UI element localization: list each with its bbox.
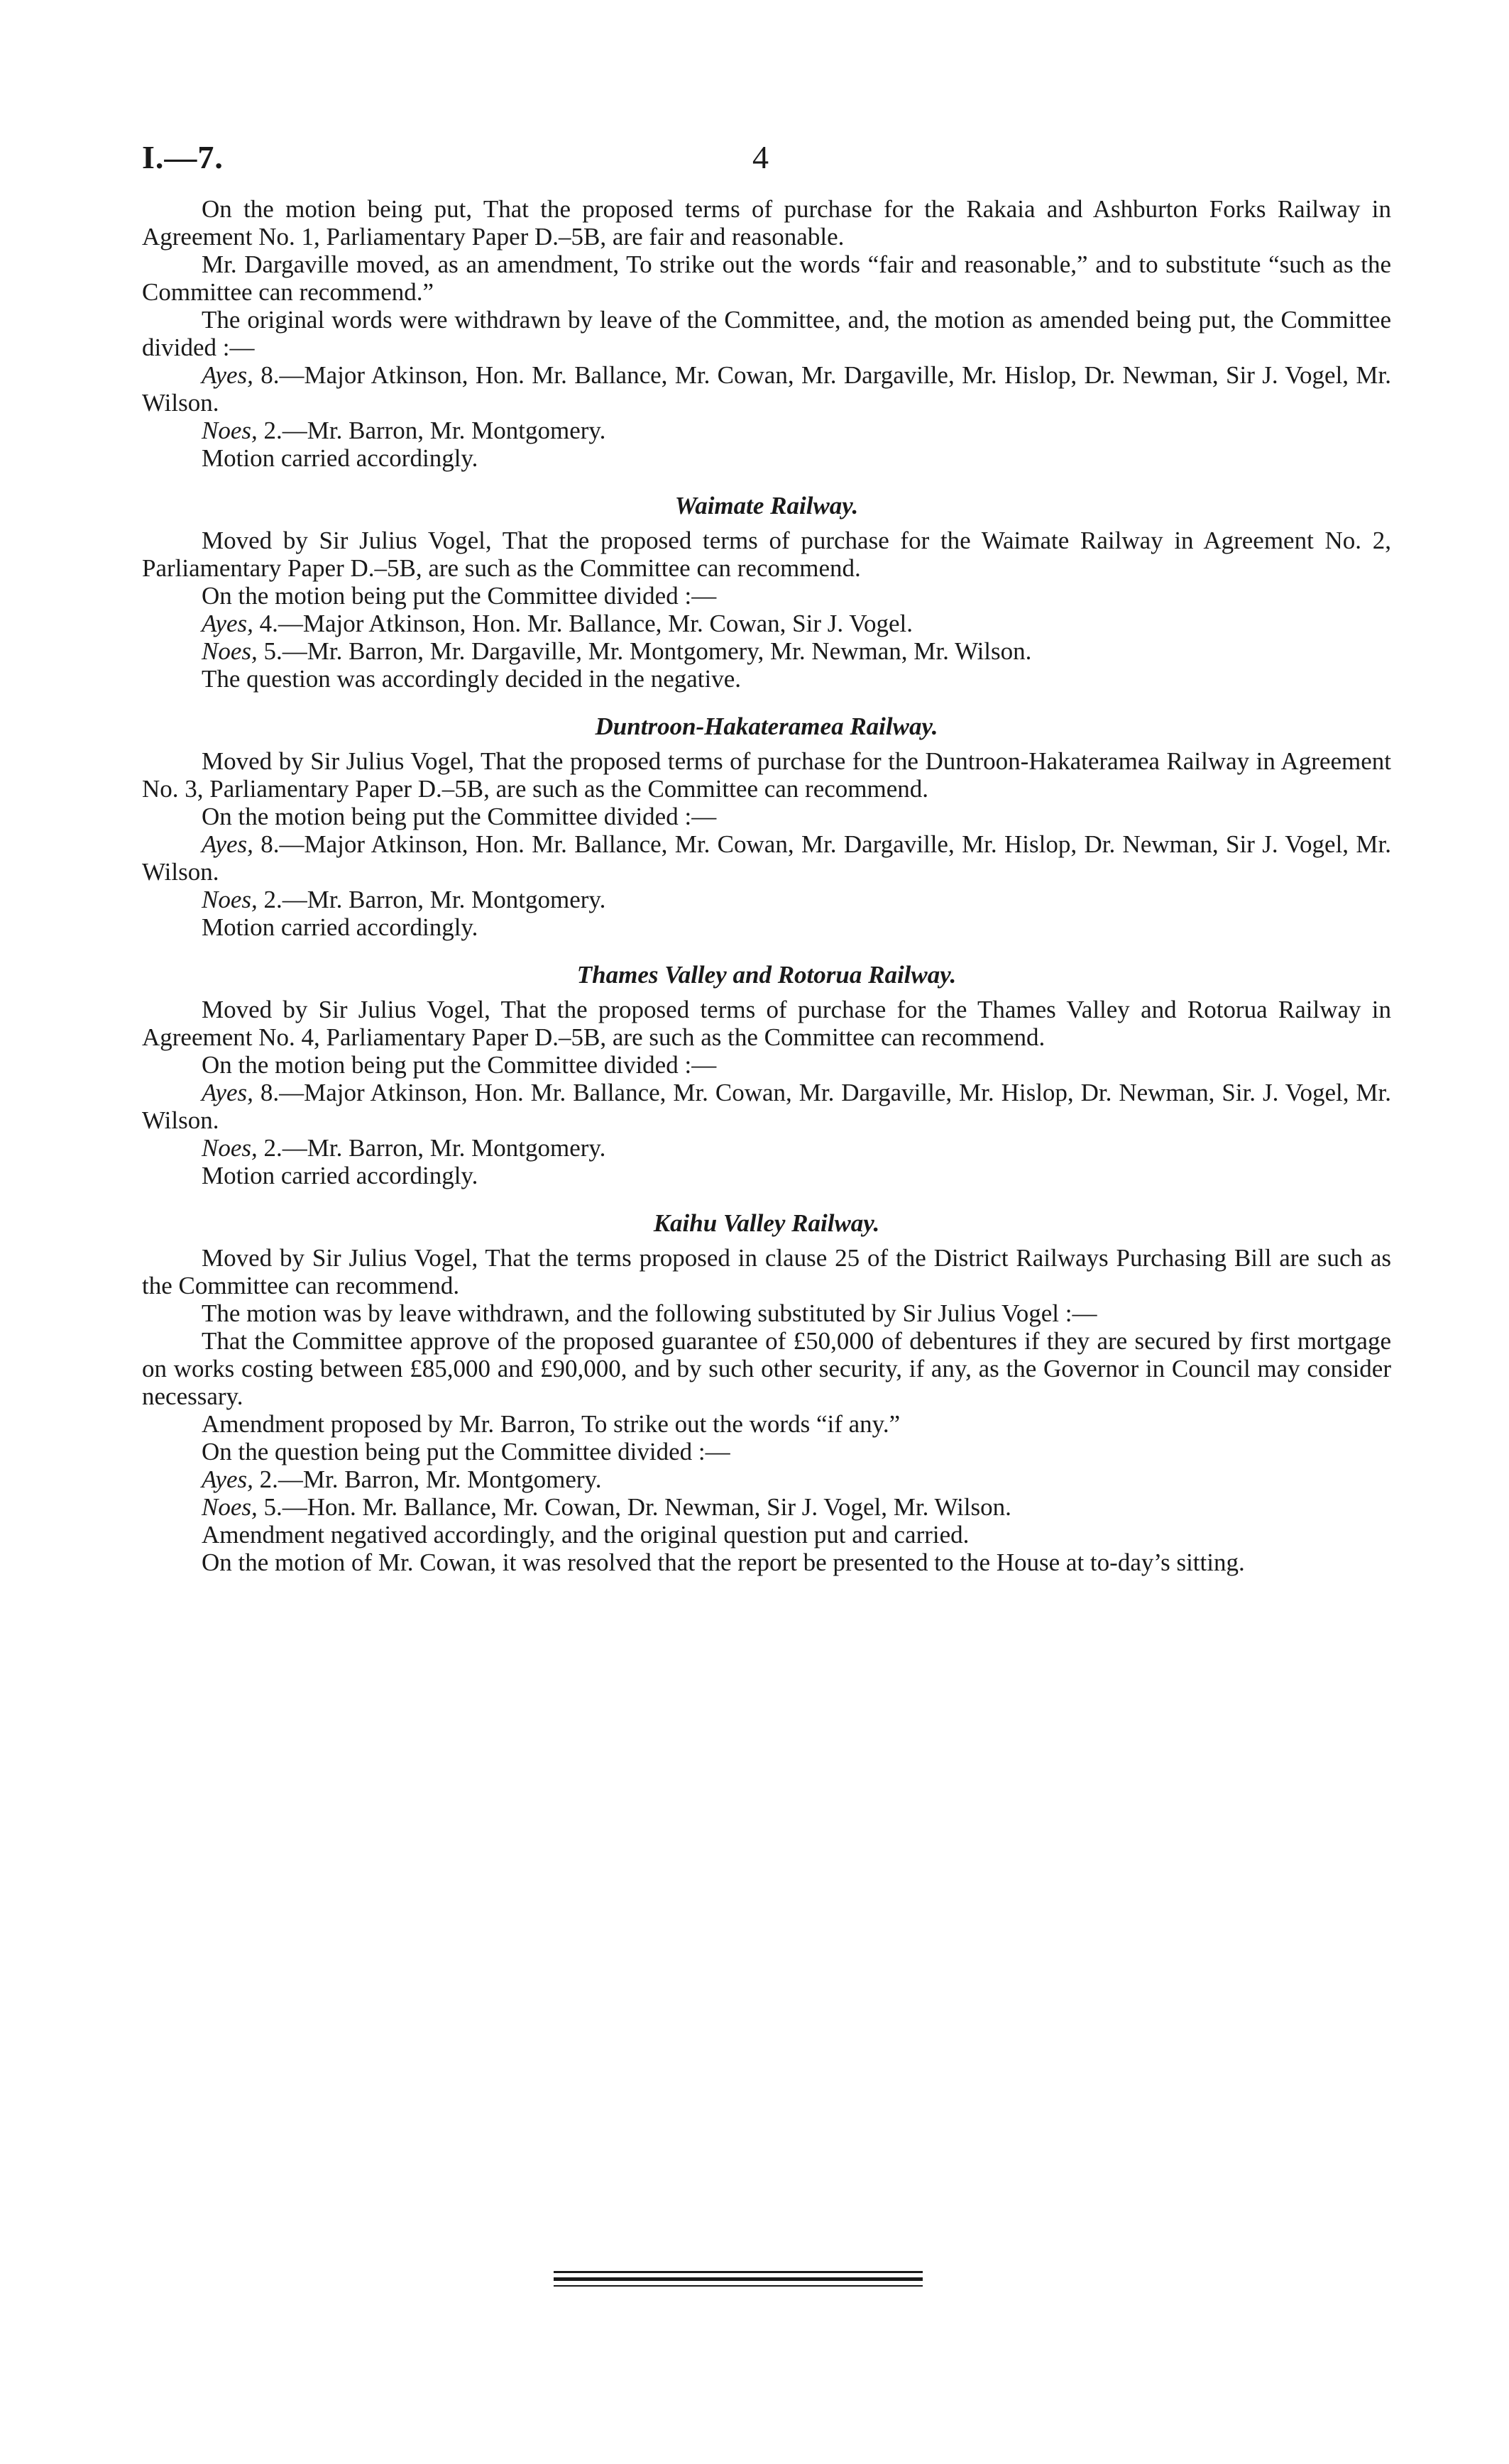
vote-label: Ayes, [202,1079,253,1106]
vote-members: 2.—Mr. Barron, Mr. Montgomery. [257,417,606,444]
section-heading: Kaihu Valley Railway. [653,1209,880,1237]
paragraph: Moved by Sir Julius Vogel, That the terms proposed in clause 25 of the District Railways Purchasing Bill are such as the Committee can recommend. [142,1244,1391,1299]
paper-reference: I.—7. [142,139,224,175]
vote-label: Ayes, [202,1465,253,1493]
vote-label: Ayes, [202,361,253,389]
vote-record [142,1134,1391,1162]
paragraph: Motion carried accordingly. [202,444,478,472]
paragraph: Motion carried accordingly. [202,1162,478,1189]
section-heading: Duntroon-Hakateramea Railway. [595,713,938,740]
vote-record [142,830,1391,886]
paragraph: On the motion being put the Committee divided :— [202,582,717,610]
vote-members: 5.—Hon. Mr. Ballance, Mr. Cowan, Dr. Newman, Sir J. Vogel, Mr. Wilson. [257,1493,1011,1521]
vote-members: 8.—Major Atkinson, Hon. Mr. Ballance, Mr. Cowan, Mr. Dargaville, Mr. Hislop, Dr. Newman, Sir J. Vogel, Mr. Wilson. [142,830,1391,886]
paragraph: Mr. Dargaville moved, as an amendment, To strike out the words “fair and reasonable,” and to substitute “such as the Committee can recommend.” [142,251,1391,306]
vote-members: 4.—Major Atkinson, Hon. Mr. Ballance, Mr. Cowan, Sir J. Vogel. [253,610,913,637]
vote-label: Ayes, [202,610,253,637]
vote-record [142,417,1391,444]
vote-record [142,610,1391,637]
paragraph: Moved by Sir Julius Vogel, That the proposed terms of purchase for the Thames Valley and Rotorua Railway in Agreement No. 4, Parliamentary Paper D.–5B, are such as the Committee can recommend. [142,996,1391,1051]
section-heading: Thames Valley and Rotorua Railway. [576,961,957,989]
vote-record [142,1079,1391,1134]
vote-members: 5.—Mr. Barron, Mr. Dargaville, Mr. Montgomery, Mr. Newman, Mr. Wilson. [257,637,1032,665]
vote-label: Noes, [202,1134,258,1162]
vote-label: Noes, [202,1493,258,1521]
vote-members: 8.—Major Atkinson, Hon. Mr. Ballance, Mr. Cowan, Mr. Dargaville, Mr. Hislop, Dr. Newman, Sir J. Vogel, Mr. Wilson. [142,361,1391,417]
paragraph: On the motion of Mr. Cowan, it was resolved that the report be presented to the House at to-day’s sitting. [202,1549,1245,1576]
paragraph: The question was accordingly decided in the negative. [202,665,742,693]
paragraph: Amendment proposed by Mr. Barron, To strike out the words “if any.” [202,1410,901,1438]
vote-label: Ayes, [202,830,253,858]
vote-members: 2.—Mr. Barron, Mr. Montgomery. [257,1134,606,1162]
paragraph: Amendment negatived accordingly, and the original question put and carried. [202,1521,970,1549]
paragraph: Motion carried accordingly. [202,913,478,941]
closing-rule [554,2271,923,2287]
document-page [142,138,1391,1576]
vote-members: 2.—Mr. Barron, Mr. Montgomery. [253,1465,602,1493]
paragraph: On the motion being put, That the proposed terms of purchase for the Rakaia and Ashburton Forks Railway in Agreement No. 1, Parliamentary Paper D.–5B, are fair and reasonable. [142,195,1391,251]
paragraph: Moved by Sir Julius Vogel, That the proposed terms of purchase for the Waimate Railway in Agreement No. 2, Parliamentary Paper D.–5B, are such as the Committee can recommend. [142,527,1391,582]
vote-members: 8.—Major Atkinson, Hon. Mr. Ballance, Mr. Cowan, Mr. Dargaville, Mr. Hislop, Dr. Newman, Sir. J. Vogel, Mr. Wilson. [142,1079,1391,1134]
section-heading: Waimate Railway. [674,492,859,519]
vote-record [142,1465,1391,1493]
paragraph: The original words were withdrawn by leave of the Committee, and, the motion as amended being put, the Committee divided :— [142,306,1391,361]
paragraph: On the question being put the Committee divided :— [202,1438,730,1465]
report-body [142,195,1391,1576]
vote-label: Noes, [202,637,258,665]
page-header [142,138,1391,195]
page-number: 4 [752,139,769,175]
vote-label: Noes, [202,886,258,913]
paragraph: The motion was by leave withdrawn, and the following substituted by Sir Julius Vogel :— [202,1299,1097,1327]
paragraph: On the motion being put the Committee divided :— [202,1051,717,1079]
vote-record [142,637,1391,665]
vote-members: 2.—Mr. Barron, Mr. Montgomery. [257,886,606,913]
paragraph: Moved by Sir Julius Vogel, That the proposed terms of purchase for the Duntroon-Hakateramea Railway in Agreement No. 3, Parliamentary Paper D.–5B, are such as the Committee can recommend. [142,747,1391,803]
vote-record [142,886,1391,913]
vote-label: Noes, [202,417,258,444]
paragraph: On the motion being put the Committee divided :— [202,803,717,830]
vote-record [142,1493,1391,1521]
paragraph: That the Committee approve of the proposed guarantee of £50,000 of debentures if they are secured by first mortgage on works costing between £85,000 and £90,000, and by such other security, if any, as the Governor in Council may consider necessary. [142,1327,1391,1410]
vote-record [142,361,1391,417]
